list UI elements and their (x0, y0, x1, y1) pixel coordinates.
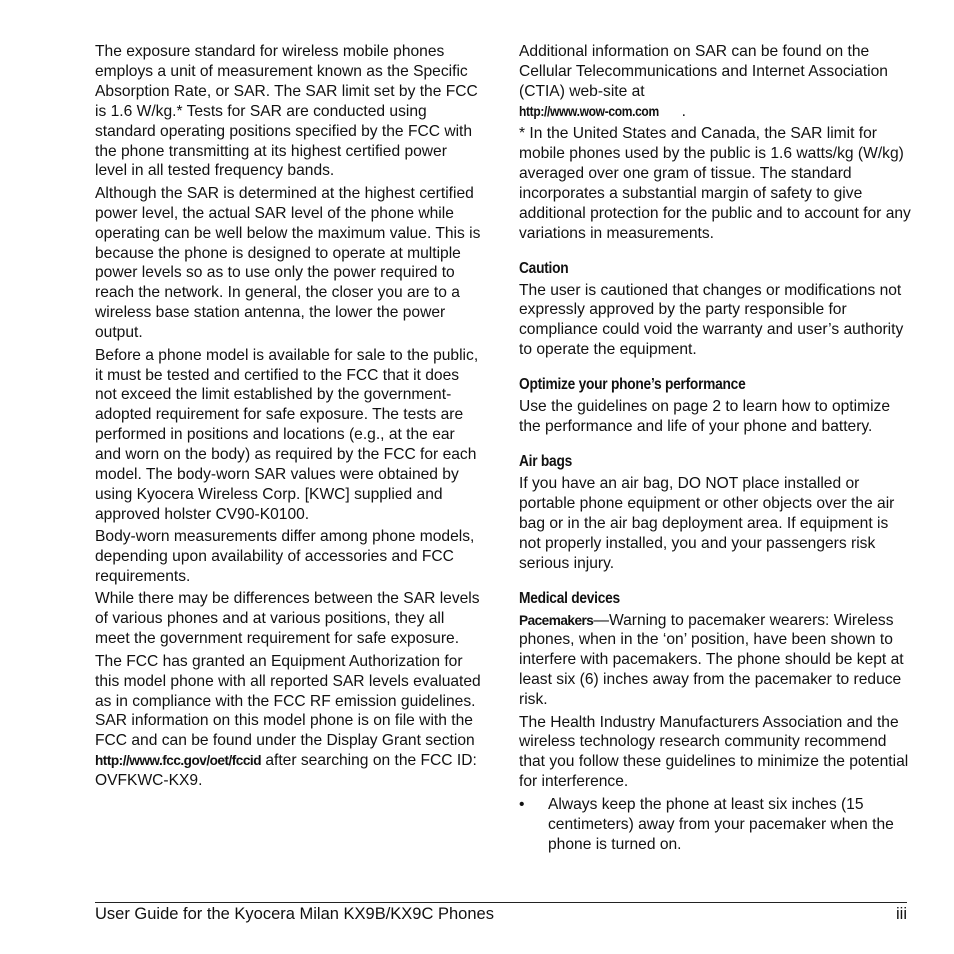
list-item (519, 795, 911, 855)
certification-paragraph: Before a phone model is available for sale to the public, it must be tested and certified to the FCC that it does not exceed the limit established by the government-adopted requirement for safe exposure. The tests are performed in positions and locations (e.g., at the ear and worn on the body) as required by the FCC for each model. The body-worn SAR values were obtained by using Kyocera Wireless Corp. [KWC] supplied and approved holster CV90-K0100. (95, 346, 479, 523)
caution-heading: Caution (519, 259, 569, 277)
bullet-mark: • (519, 795, 525, 813)
left-column (95, 42, 483, 794)
ctia-period: . (681, 102, 686, 120)
sar-standard-paragraph: The exposure standard for wireless mobile phones employs a unit of measurement known as the Specific Absorption Rate, or SAR. The SAR limit set by the FCC is 1.6 W/kg.* Tests for SAR are conducted using standard operating positions specified by the FCC with the phone transmitting at its highest certified power level in all tested frequency bands. (95, 43, 478, 180)
ctia-link[interactable]: http://www.wow-com.com (519, 102, 659, 119)
sar-level-paragraph: Although the SAR is determined at the highest certified power level, the actual SAR level of the phone while operating can be well below the maximum value. This is because the phone is designed to operate at multiple power levels so as to use only the power required to reach the network. In general, the closer you are to a wireless base station antenna, the lower the power output. (95, 184, 481, 342)
optimize-text: Use the guidelines on page 2 to learn how to optimize the performance and life of your phone and battery. (519, 398, 891, 436)
body-worn-paragraph: Body-worn measurements differ among phone models, depending upon availability of accessories and FCC requirements. (95, 528, 475, 586)
page-number: iii (896, 905, 907, 923)
differences-paragraph: While there may be differences between the SAR levels of various phones and at various positions, they all meet the government requirement for safe exposure. (95, 590, 480, 648)
pacemakers-label: Pacemakers (519, 612, 594, 628)
ctia-text: Additional information on SAR can be found on the Cellular Telecommunications and Internet Association (CTIA) web-site at (519, 43, 888, 100)
bullet-text: Always keep the phone at least six inches (15 centimeters) away from your pacemaker when the phone is turned on. (548, 795, 894, 853)
fcc-id-link[interactable]: http://www.fcc.gov/oet/fccid (95, 753, 261, 769)
pacemakers-text: —Warning to pacemaker wearers: Wireless phones, when in the ‘on’ position, have been shown to interfere with pacemakers. The phone should be kept at least six (6) inches away from the pacemaker to reduce risk. (519, 611, 904, 709)
optimize-heading: Optimize your phone’s performance (519, 376, 746, 394)
sar-limit-footnote: * In the United States and Canada, the SAR limit for mobile phones used by the public is 1.6 watts/kg (W/kg) averaged over one gram of tissue. The standard incorporates a substantial margin of safety to give additional protection for the public and to account for any variations in measurements. (519, 125, 911, 242)
pacemakers-paragraph (519, 611, 911, 711)
page-footer (95, 904, 907, 924)
right-column (519, 42, 911, 854)
himaa-paragraph: The Health Industry Manufacturers Association and the wireless technology research community recommend that you follow these guidelines to minimize the potential for interference. (519, 713, 909, 791)
footer-title: User Guide for the Kyocera Milan KX9B/KX9C Phones (95, 905, 494, 923)
fcc-id-text: after searching on the FCC ID: OVFKWC-KX9. (95, 752, 477, 790)
fcc-authorization-paragraph (95, 652, 483, 791)
ctia-paragraph (519, 42, 911, 122)
footer-divider (95, 902, 907, 903)
airbags-text: If you have an air bag, DO NOT place installed or portable phone equipment or other objects over the air bag or in the air bag deployment area. If equipment is not properly installed, you and your passengers risk serious injury. (519, 475, 895, 572)
airbags-heading: Air bags (519, 453, 572, 470)
caution-text: The user is cautioned that changes or modifications not expressly approved by the party responsible for compliance could void the warranty and user’s authority to operate the equipment. (519, 281, 904, 359)
fcc-authorization-text: The FCC has granted an Equipment Authorization for this model phone with all reported SAR levels evaluated as in compliance with the FCC RF emission guidelines. SAR information on this model phone is on file with the FCC and can be found under the Display Grant section (95, 652, 481, 750)
medical-devices-heading: Medical devices (519, 589, 620, 607)
